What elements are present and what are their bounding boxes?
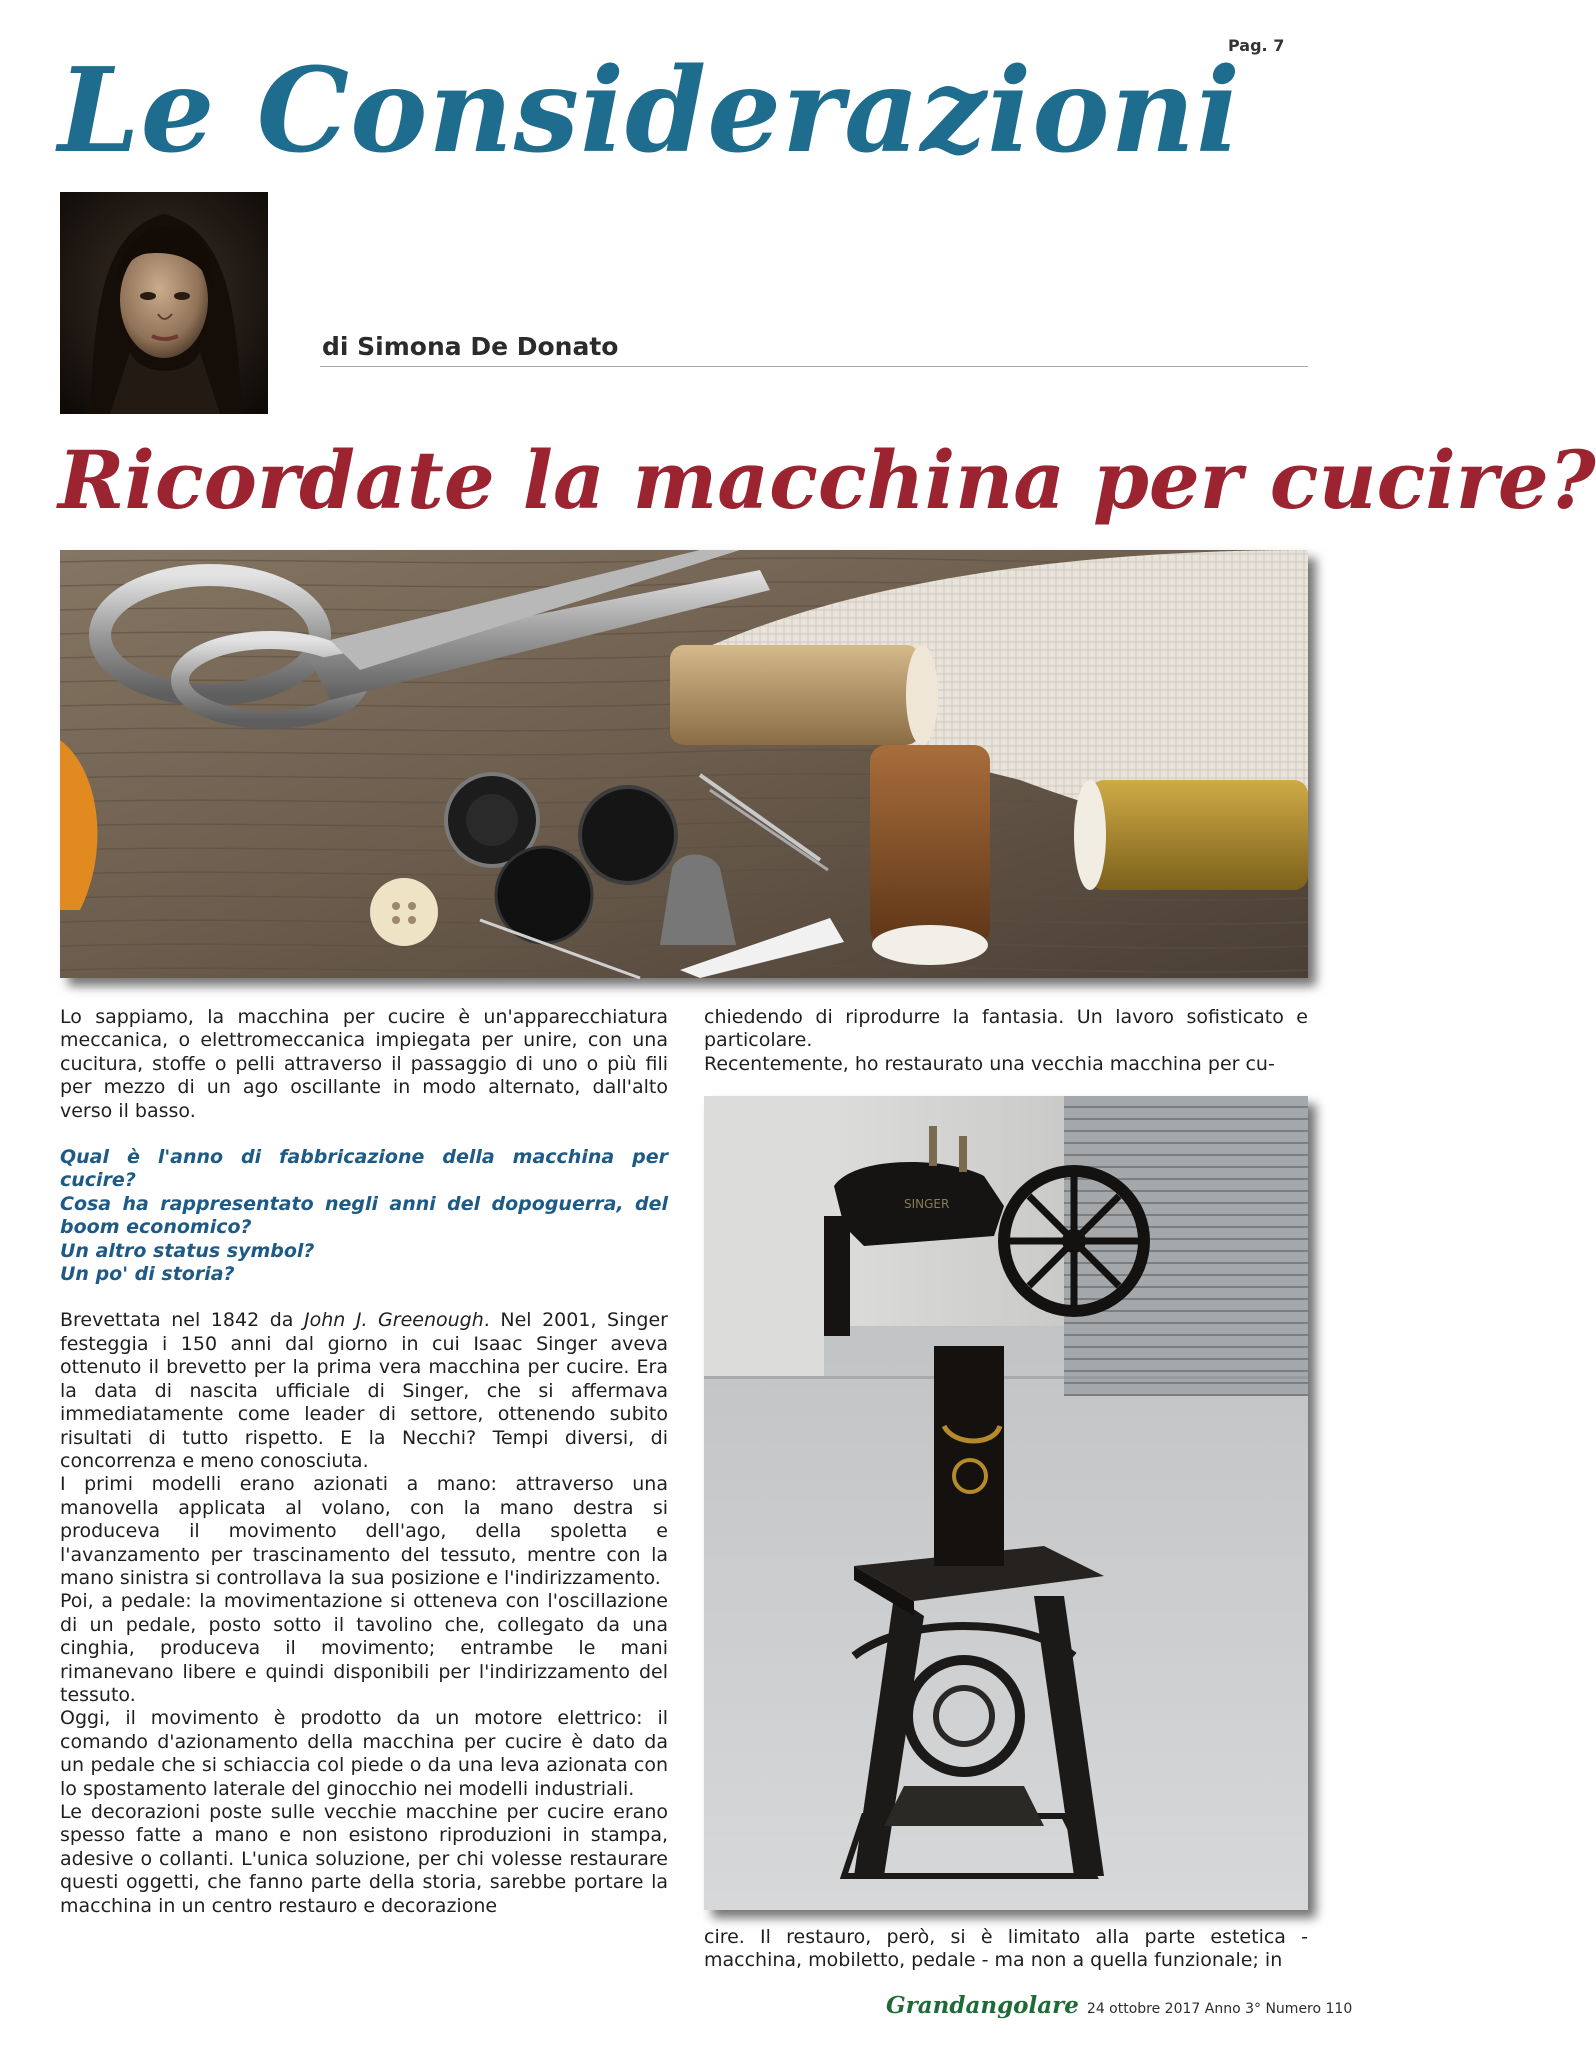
article-column-left <box>60 1006 668 1918</box>
paragraph-history-rest: . Nel 2001, Singer festeggia i 150 anni dal giorno in cui Isaac Singer aveva ottenuto il brevetto per la prima vera macchina per cucire. Era la data di nascita ufficiale di Singer, che si affermava immediatamente come leader di settore, ottenendo subito risultati di tutto rispetto. E la Necchi? Tempi diversi, di concorrenza e meno conosciuta. <box>60 1309 668 1472</box>
article-headline: Ricordate la macchina per cucire? <box>58 433 1596 527</box>
paragraph-continued: chiedendo di riprodurre la fantasia. Un lavoro sofisticato e particolare. <box>704 1006 1308 1052</box>
inventor-name: John J. Greenough <box>303 1309 484 1332</box>
paragraph-hand-models: I primi modelli erano azionati a mano: attraverso una manovella applicata al volano, con la mano destra si produceva il movimento dell'ago, della spoletta e l'avanzamento per trascinamento del tessuto, mentre con la mano sinistra si controllava la sua posizione e l'indirizzamento. <box>60 1473 668 1589</box>
author-byline: di Simona De Donato <box>322 332 619 361</box>
paragraph-history-lead: Brevettata nel 1842 da <box>60 1309 304 1332</box>
machine-decal-text: SINGER <box>904 1197 950 1211</box>
paragraph-history <box>60 1309 668 1473</box>
paragraph-restoration-start: Recentemente, ho restaurato una vecchia macchina per cu- <box>704 1052 1275 1075</box>
paragraph-restoration-end: cire. Il restauro, però, si è limitato alla parte estetica - macchina, mobiletto, pedale - ma non a quella funzionale; in <box>704 1926 1308 1972</box>
byline-divider <box>320 366 1308 367</box>
magazine-brand: Grandangolare <box>886 1992 1079 2019</box>
author-photo <box>60 192 268 414</box>
question-3: Un altro status symbol? <box>60 1239 315 1262</box>
question-1: Qual è l'anno di fabbricazione della macchina per cucire? <box>60 1146 668 1192</box>
paragraph-decorations: Le decorazioni poste sulle vecchie macchine per cucire erano spesso fatte a mano e non esistono riproduzioni in stampa, adesive o collanti. L'unica soluzione, per chi volesse restaurare questi oggetti, che fanno parte della storia, sarebbe portare la macchina in un centro restauro e decorazione <box>60 1801 668 1917</box>
question-2: Cosa ha rappresentato negli anni del dopoguerra, del boom economico? <box>60 1192 668 1239</box>
question-4: Un po' di storia? <box>60 1263 235 1286</box>
issue-info: 24 ottobre 2017 Anno 3° Numero 110 <box>1086 2001 1353 2017</box>
paragraph-electric-models: Oggi, il movimento è prodotto da un motore elettrico: il comando d'azionamento della macchina per cucire è dato da un pedale che si schiaccia col piede o da una leva azionata con lo spostamento laterale del ginocchio nei modelli industriali. <box>60 1707 668 1800</box>
page-number: Pag. 7 <box>1228 36 1285 55</box>
singer-machine-photo <box>704 1096 1308 1910</box>
article-column-right-top <box>704 1006 1308 1076</box>
page-footer <box>886 1992 1352 2019</box>
sewing-supplies-photo <box>60 550 1308 978</box>
paragraph-pedal-models: Poi, a pedale: la movimentazione si otteneva con l'oscillazione di un pedale, posto sotto il tavolino che, collegato da una cinghia, produceva il movimento; entrambe le mani rimanevano libere e quindi disponibili per l'indirizzamento del tessuto. <box>60 1590 668 1706</box>
article-column-right-bottom <box>704 1926 1308 1973</box>
section-masthead: Le Considerazioni <box>58 43 1242 179</box>
article-intro: Lo sappiamo, la macchina per cucire è un'apparecchiatura meccanica, o elettromeccanica impiegata per unire, con una cucitura, stoffe o pelli attraverso il passaggio di uno o più fili per mezzo di un ago oscillante in modo alternato, dall'alto verso il basso. <box>60 1006 668 1122</box>
